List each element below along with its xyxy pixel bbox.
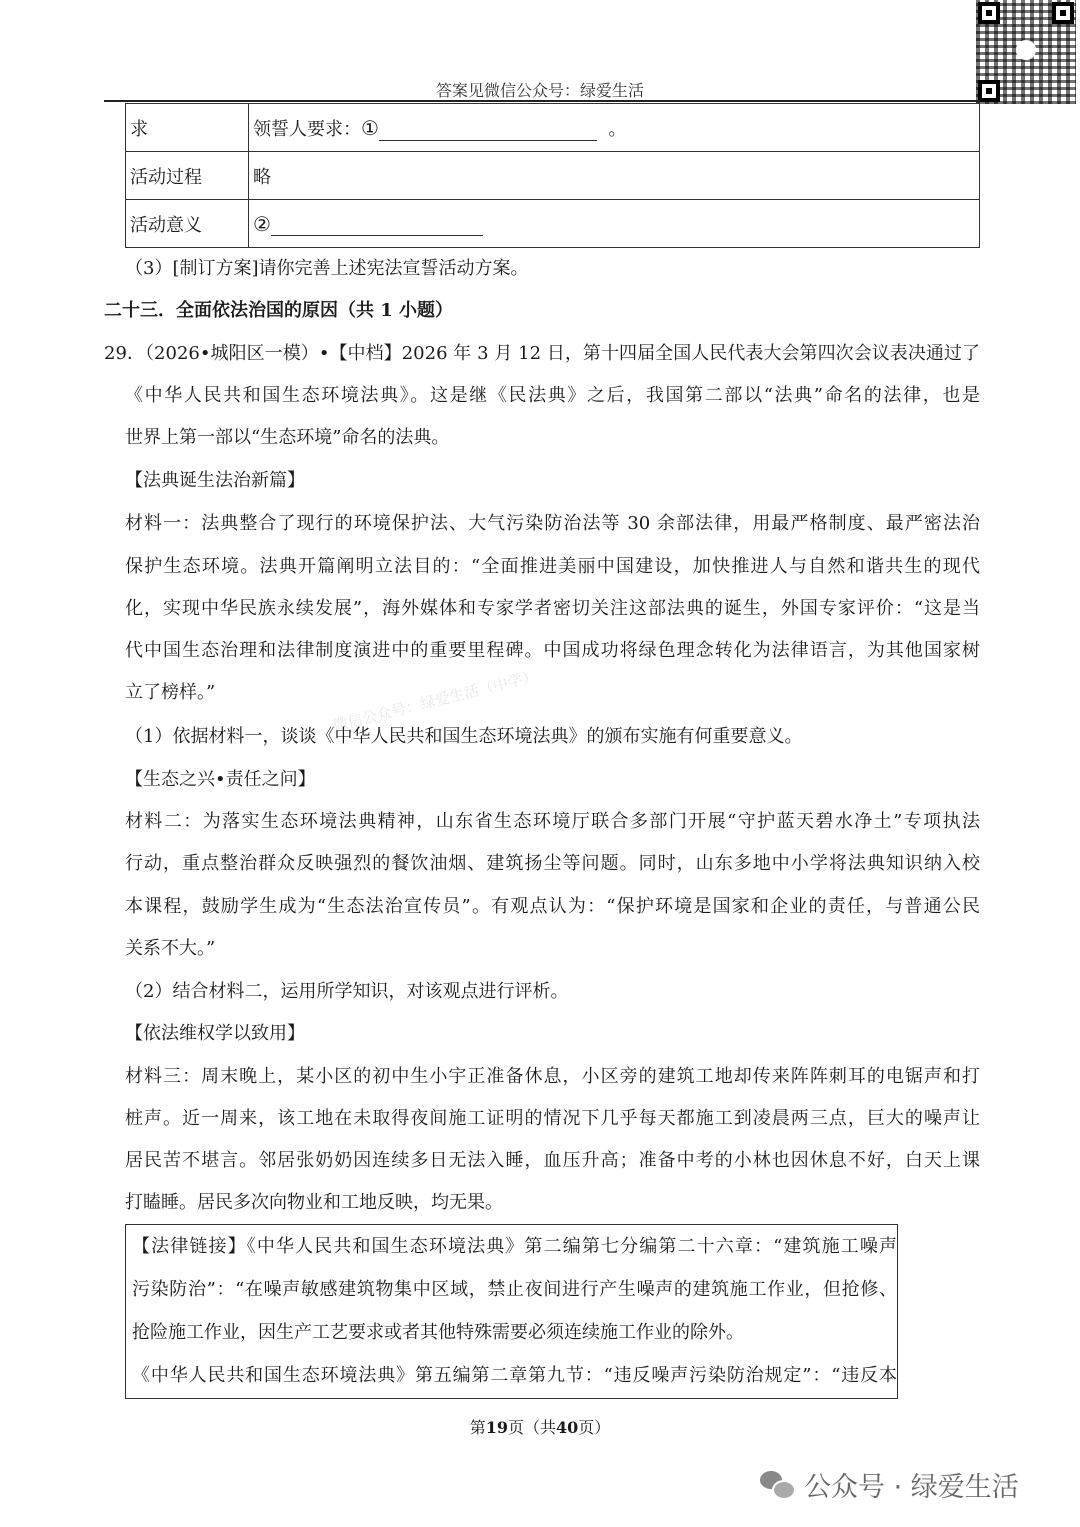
wechat-icon — [760, 1471, 794, 1499]
row-content: 领誓人要求：① 。 — [249, 104, 980, 152]
section-title: 二十三．全面依法治国的原因（共 1 小题） — [104, 300, 454, 321]
answer-mark-1: ① — [361, 115, 379, 140]
header-divider — [104, 100, 980, 102]
brand-label: 公众号 · 绿爱生活 — [804, 1472, 1019, 1503]
answer-mark-2: ② — [253, 211, 271, 236]
row-content — [249, 200, 980, 248]
part3-heading: 【依法维权学以致用】 — [125, 1023, 305, 1044]
activity-plan-table — [125, 103, 980, 248]
material-line: 保护生态环境。法典开篇阐明立法目的：“全面推进美丽中国建设，加快推进人与自然和谐共生的现代 — [125, 556, 980, 577]
q29-line: 世界上第一部以“生态环境”命名的法典。 — [125, 427, 450, 448]
row-label: 活动意义 — [126, 200, 249, 248]
footer-brand — [760, 1465, 1019, 1504]
material-line: 材料三：周末晚上，某小区的初中生小宇正准备休息，小区旁的建筑工地却传来阵阵刺耳的电锯声和打 — [125, 1066, 980, 1087]
law-link-box — [125, 1224, 898, 1399]
material-line: 代中国生态治理和法律制度演进中的重要里程碑。中国成功将绿色理念转化为法律语言，为其他国家树 — [125, 640, 980, 661]
part1-heading: 【法典诞生法治新篇】 — [125, 470, 305, 491]
q29-line: 《中华人民共和国生态环境法典》。这是继《民法典》之后，我国第二部以“法典”命名的法律，也是 — [125, 385, 980, 406]
q29-line: 29．（2026•城阳区一模）•【中档】2026 年 3 月 12 日，第十四届全国人民代表大会第四次会议表决通过了 — [104, 343, 980, 364]
material-line: 化，实现中华民族永续发展”，海外媒体和专家学者密切关注这部法典的诞生，外国专家评价：“这是当 — [125, 598, 980, 619]
law-line: 抢险施工作业，因生产工艺要求或者其他特殊需要必须连续施工作业的除外。 — [132, 1322, 744, 1343]
table-row — [126, 200, 980, 248]
material-line: 打瞌睡。居民多次向物业和工地反映，均无果。 — [125, 1192, 503, 1213]
table-row — [126, 104, 980, 152]
material-line: 材料一：法典整合了现行的环境保护法、大气污染防治法等 30 余部法律，用最严格制度、最严密法治 — [125, 513, 980, 534]
row-label: 求 — [126, 104, 249, 152]
material-line: 材料二：为落实生态环境法典精神，山东省生态环境厅联合多部门开展“守护蓝天碧水净土”专项执法 — [125, 811, 980, 832]
question-1: （1）依据材料一，谈谈《中华人民共和国生态环境法典》的颁布实施有何重要意义。 — [125, 726, 803, 747]
material-line: 桩声。近一周来，该工地在未取得夜间施工证明的情况下几乎每天都施工到凌晨两三点，巨大的噪声让 — [125, 1108, 980, 1129]
part2-heading: 【生态之兴•责任之问】 — [125, 769, 316, 790]
material-line: 行动，重点整治群众反映强烈的餐饮油烟、建筑扬尘等问题。同时，山东多地中小学将法典知识纳入校 — [125, 853, 980, 874]
material-line: 关系不大。” — [125, 938, 216, 959]
answer-blank-2[interactable] — [271, 217, 483, 236]
law-line: 污染防治”：“在噪声敏感建筑物集中区域，禁止夜间进行产生噪声的建筑施工作业，但抢修、 — [132, 1279, 897, 1300]
table-row — [126, 152, 980, 200]
material-line: 居民苦不堪言。邻居张奶奶因连续多日无法入睡，血压升高；准备中考的小林也因休息不好，白天上课 — [125, 1150, 980, 1171]
material-line: 立了榜样。” — [125, 682, 216, 703]
answer-blank-1[interactable] — [379, 122, 597, 141]
row-content: 略 — [249, 152, 980, 200]
law-line: 【法律链接】《中华人民共和国生态环境法典》第二编第七分编第二十六章：“建筑施工噪声 — [132, 1236, 897, 1257]
page-header: 答案见微信公众号：绿爱生活 — [435, 81, 644, 100]
material-line: 本课程，鼓励学生成为“生态法治宣传员”。有观点认为：“保护环境是国家和企业的责任，与普通公民 — [125, 896, 980, 917]
page-number: 第19页（共40页） — [469, 1418, 611, 1437]
law-line: 《中华人民共和国生态环境法典》第五编第二章第九节：“违反噪声污染防治规定”：“违反本 — [132, 1365, 897, 1386]
watermark: 微信公众号：绿爱生活（中学） — [331, 666, 540, 736]
question-3: （3）[制订方案]请你完善上述宪法宣誓活动方案。 — [125, 258, 529, 279]
row-label: 活动过程 — [126, 152, 249, 200]
question-2: （2）结合材料二，运用所学知识，对该观点进行评析。 — [125, 981, 569, 1002]
